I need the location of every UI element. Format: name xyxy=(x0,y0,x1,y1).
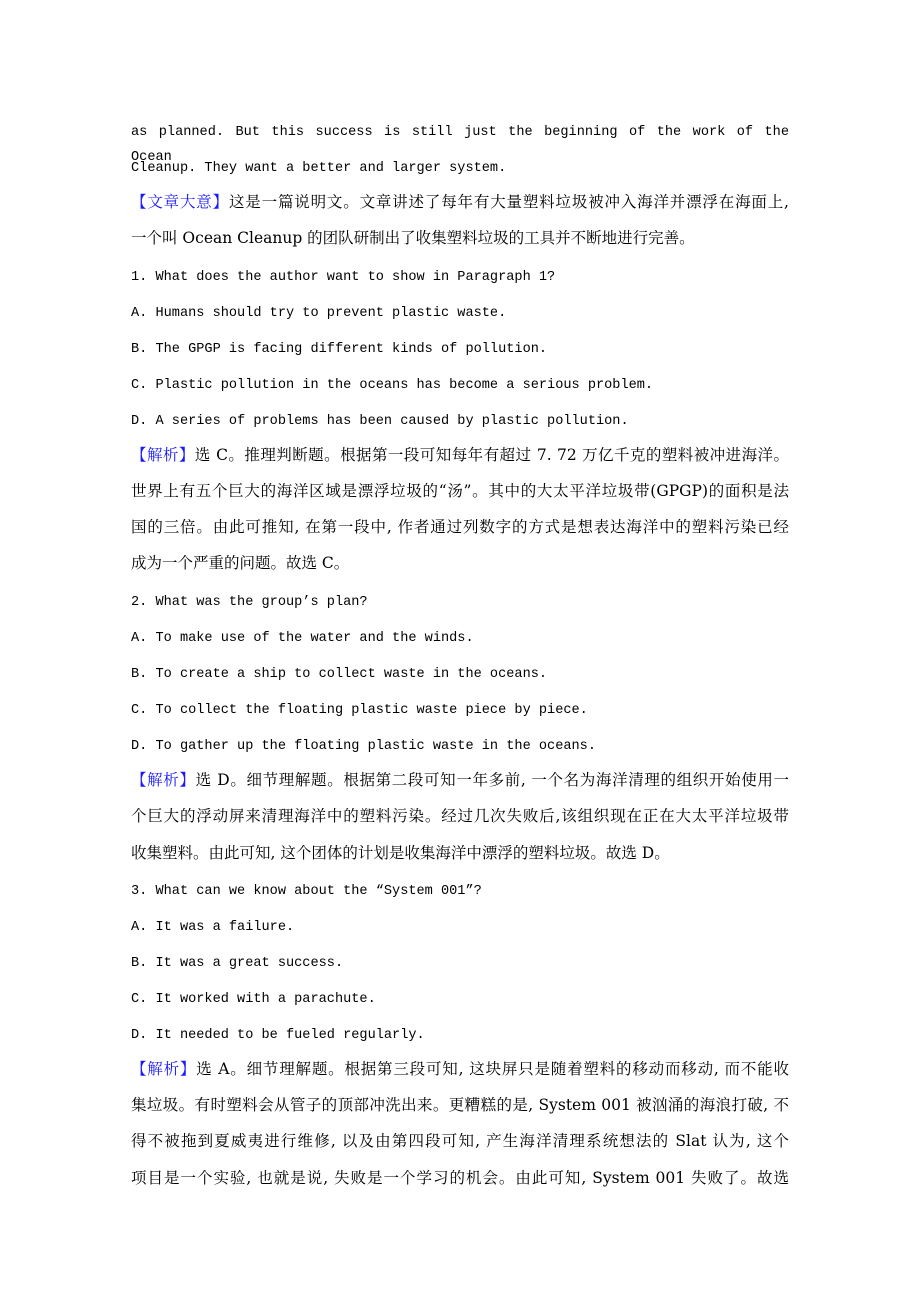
question-text-line xyxy=(131,914,789,936)
question-text-line xyxy=(131,950,789,972)
line-text: D. It needed to be fueled regularly. xyxy=(131,1028,425,1043)
line-text: 选 A。细节理解题。根据第三段可知, 这块屏只是随着塑料的移动而移动, 而不能收 xyxy=(196,1060,789,1078)
line-text: 3. What can we know about the “System 001”? xyxy=(131,884,482,899)
question-text-line xyxy=(131,408,789,430)
text-line xyxy=(131,552,789,574)
line-text: 成为一个严重的问题。故选 C。 xyxy=(131,554,350,572)
text-line xyxy=(131,480,789,502)
line-text: 项目是一个实验, 也就是说, 失败是一个学习的机会。由此可知, System 001 失败了。故选 xyxy=(131,1169,789,1187)
question-text-line xyxy=(131,155,789,177)
line-text: A. It was a failure. xyxy=(131,920,295,935)
analysis-line xyxy=(131,769,789,791)
line-text: B. The GPGP is facing different kinds of pollution. xyxy=(131,342,548,357)
section-label: 【解析】 xyxy=(131,446,195,464)
line-text: 国的三倍。由此可推知, 在第一段中, 作者通过列数字的方式是想表达海洋中的塑料污染已经 xyxy=(131,518,789,536)
text-line xyxy=(131,227,789,249)
question-text-line xyxy=(131,878,789,900)
question-text-line xyxy=(131,733,789,755)
line-text: C. To collect the floating plastic waste piece by piece. xyxy=(131,703,588,718)
question-text-line xyxy=(131,986,789,1008)
line-text: 1. What does the author want to show in Paragraph 1? xyxy=(131,270,556,285)
line-text: B. To create a ship to collect waste in the oceans. xyxy=(131,667,548,682)
section-label: 【解析】 xyxy=(131,771,196,789)
line-text: 一个叫 Ocean Cleanup 的团队研制出了收集塑料垃圾的工具并不断地进行完善。 xyxy=(131,229,695,247)
text-line xyxy=(131,805,789,827)
line-text: 这是一篇说明文。文章讲述了每年有大量塑料垃圾被冲入海洋并漂浮在海面上, xyxy=(228,193,789,211)
line-text: 选 D。细节理解题。根据第二段可知一年多前, 一个名为海洋清理的组织开始使用一 xyxy=(195,771,789,789)
question-text-line xyxy=(131,1022,789,1044)
line-text: 2. What was the group’s plan? xyxy=(131,595,368,610)
text-line xyxy=(131,1167,789,1189)
analysis-line xyxy=(131,1058,789,1080)
line-text: 个巨大的浮动屏来清理海洋中的塑料污染。经过几次失败后,该组织现在正在大太平洋垃圾带 xyxy=(131,807,789,825)
line-text: D. A series of problems has been caused by plastic pollution. xyxy=(131,414,629,429)
text-line xyxy=(131,1094,789,1116)
question-text-line xyxy=(131,336,789,358)
question-text-line xyxy=(131,119,789,165)
question-text-line xyxy=(131,625,789,647)
line-text: A. Humans should try to prevent plastic waste. xyxy=(131,306,507,321)
line-text: 选 C。推理判断题。根据第一段可知每年有超过 7. 72 万亿千克的塑料被冲进海洋。 xyxy=(194,446,789,464)
line-text: C. Plastic pollution in the oceans has become a serious problem. xyxy=(131,378,654,393)
analysis-line xyxy=(131,444,789,466)
line-text: 集垃圾。有时塑料会从管子的顶部冲洗出来。更糟糕的是, System 001 被汹涌的海浪打破, 不 xyxy=(131,1096,789,1114)
text-line xyxy=(131,516,789,538)
line-text: as planned. But this success is still just the beginning of the work of the Ocean xyxy=(131,125,789,165)
question-text-line xyxy=(131,589,789,611)
question-text-line xyxy=(131,300,789,322)
question-text-line xyxy=(131,661,789,683)
line-text: Cleanup. They want a better and larger system. xyxy=(131,161,507,176)
question-text-line xyxy=(131,264,789,286)
line-text: D. To gather up the floating plastic waste in the oceans. xyxy=(131,739,596,754)
line-text: 世界上有五个巨大的海洋区域是漂浮垃圾的“汤”。其中的大太平洋垃圾带(GPGP)的面积是法 xyxy=(131,482,789,500)
question-text-line xyxy=(131,697,789,719)
analysis-line xyxy=(131,191,789,213)
section-label: 【解析】 xyxy=(131,1060,197,1078)
line-text: A. To make use of the water and the winds. xyxy=(131,631,474,646)
question-text-line xyxy=(131,372,789,394)
text-line xyxy=(131,842,789,864)
text-line xyxy=(131,1130,789,1152)
line-text: 得不被拖到夏威夷进行维修, 以及由第四段可知, 产生海洋清理系统想法的 Slat 认为, 这个 xyxy=(131,1132,789,1150)
line-text: 收集塑料。由此可知, 这个团体的计划是收集海洋中漂浮的塑料垃圾。故选 D。 xyxy=(131,844,670,862)
line-text: B. It was a great success. xyxy=(131,956,344,971)
line-text: C. It worked with a parachute. xyxy=(131,992,376,1007)
section-label: 【文章大意】 xyxy=(131,193,229,211)
